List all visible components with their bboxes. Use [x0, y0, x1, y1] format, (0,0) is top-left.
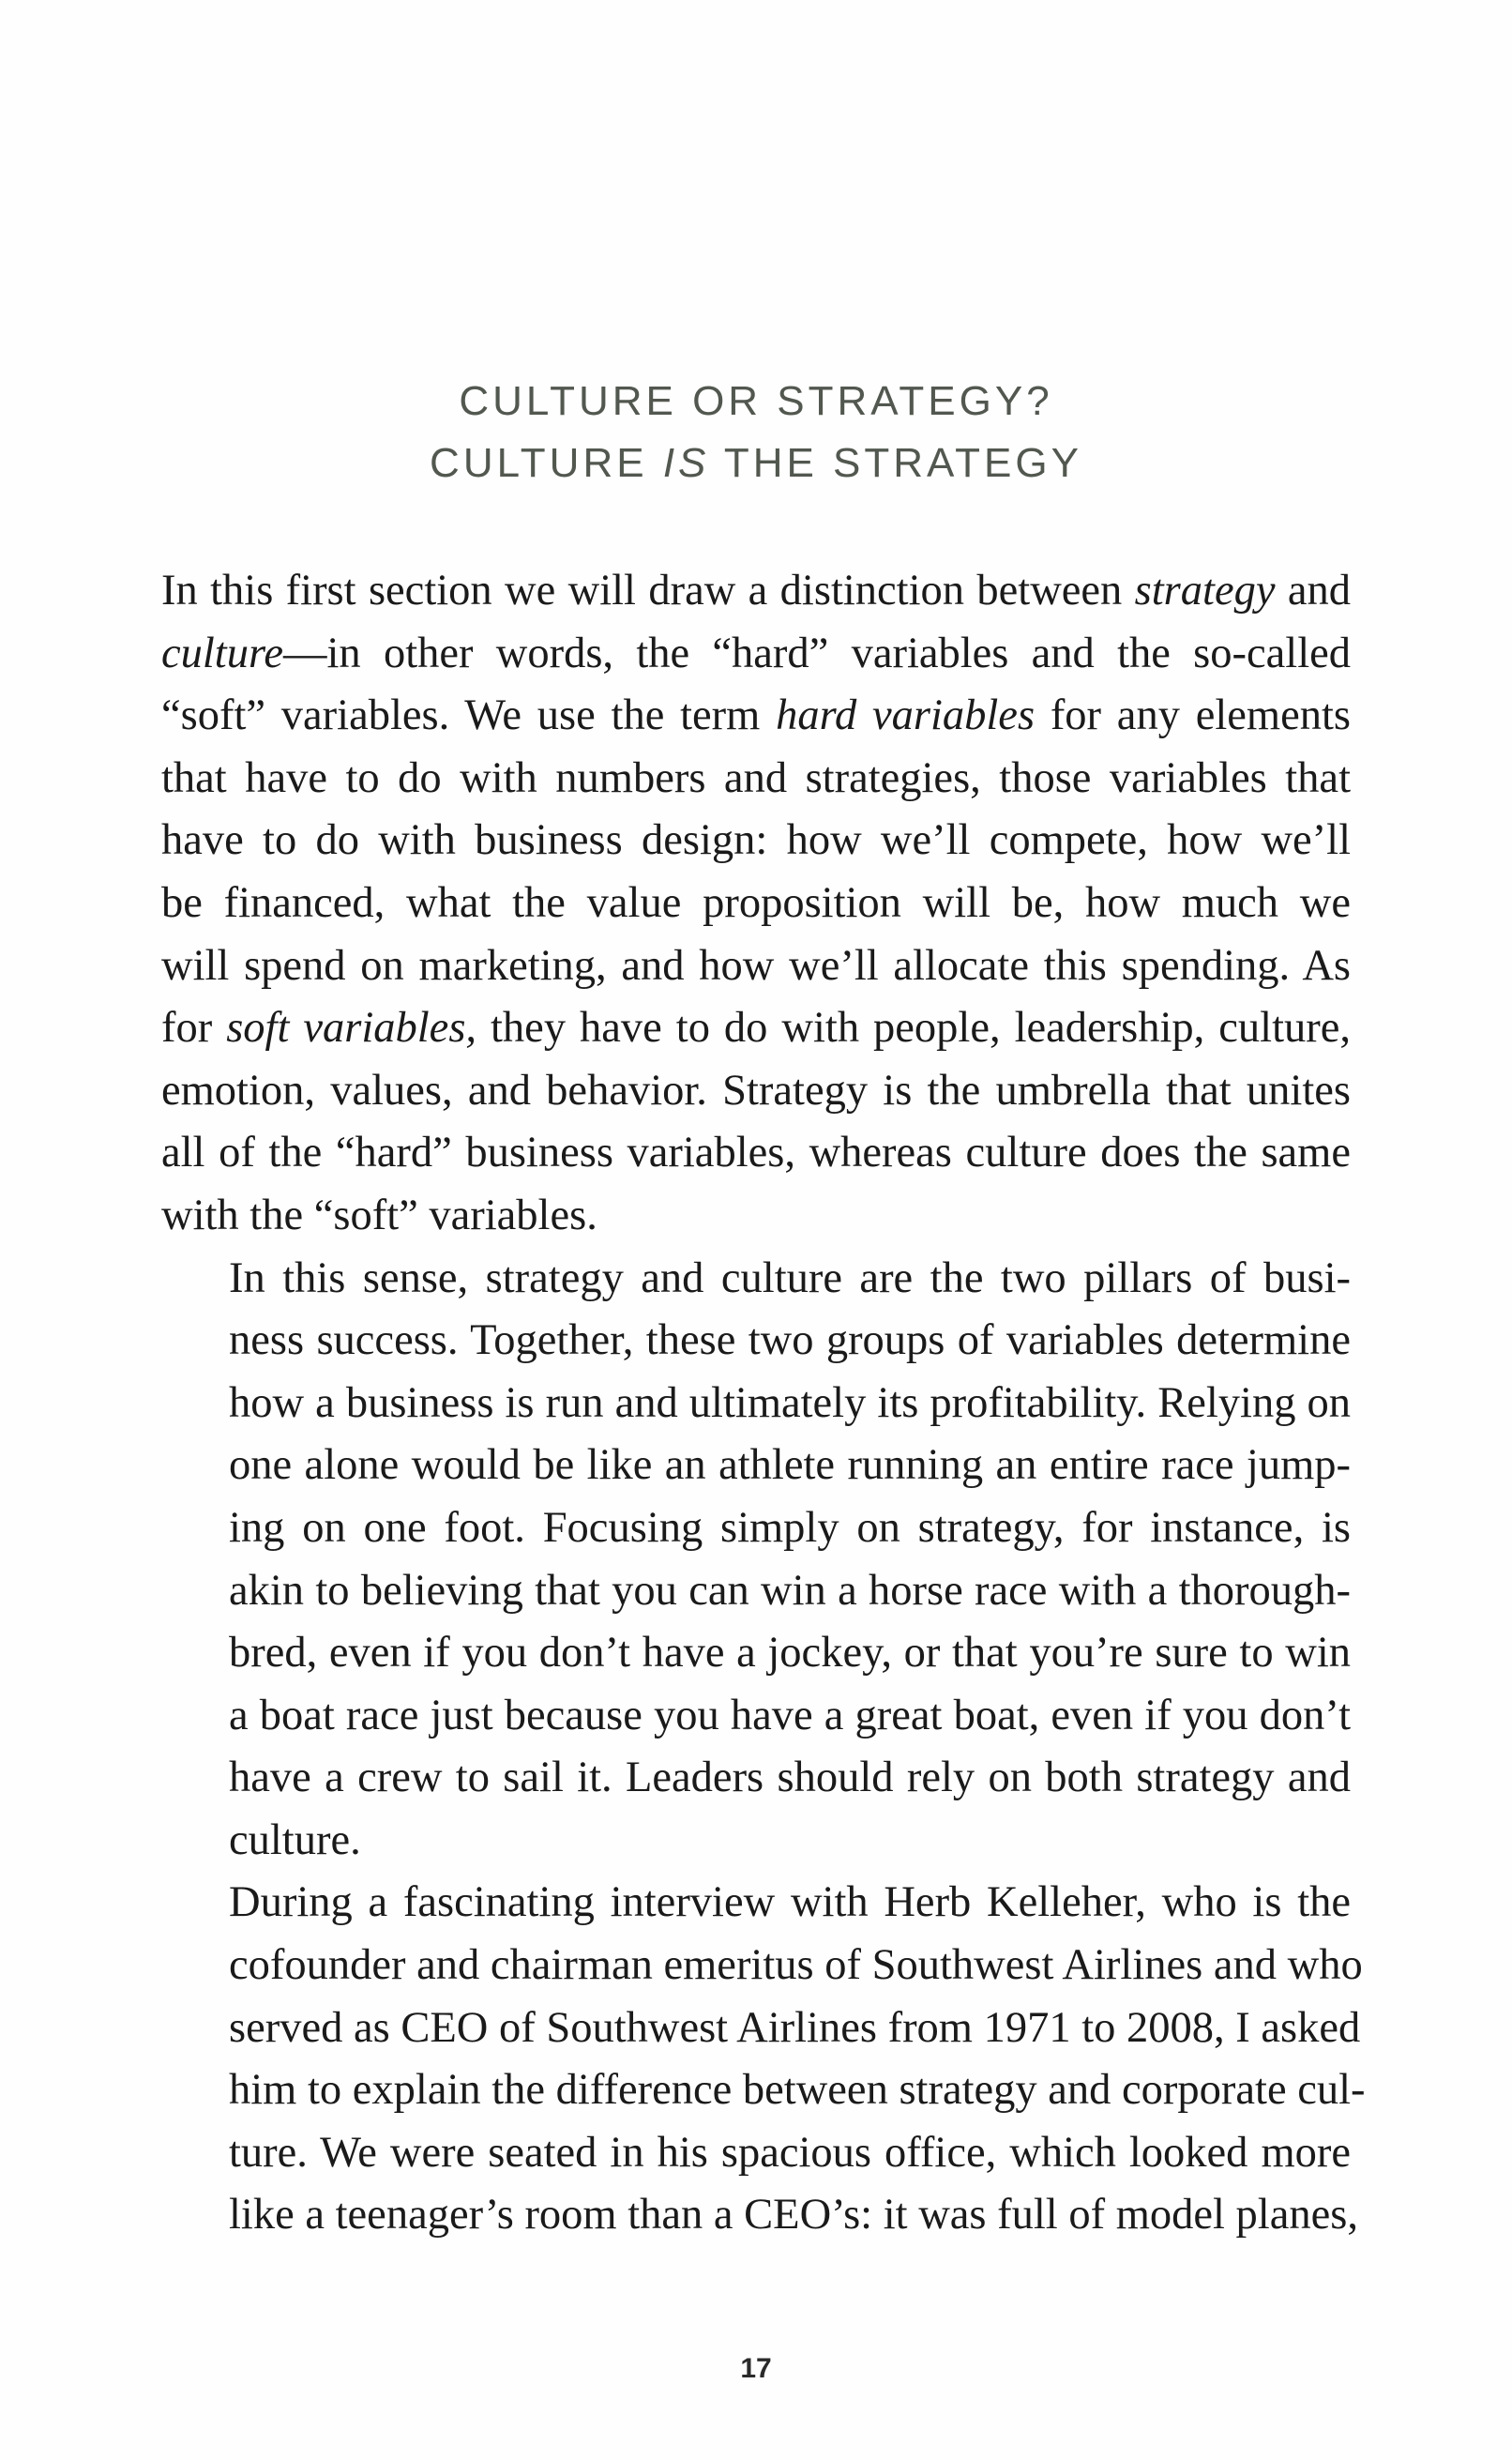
text-line [161, 997, 1351, 1060]
text-run: with the “soft” variables. [161, 1191, 597, 1239]
text-line [161, 1060, 1351, 1123]
text-run: him to explain the difference between strategy and corporate cul- [229, 2066, 1366, 2115]
text-run: one alone would be like an athlete running an entire race jump- [229, 1441, 1351, 1490]
italic-term: culture [161, 629, 283, 677]
text-line [161, 1560, 1351, 1623]
text-run: “soft” variables. We use the term [161, 691, 777, 740]
italic-term: soft variables, [226, 1004, 477, 1053]
page-number: 17 [740, 2353, 772, 2384]
text-line [161, 1497, 1351, 1560]
text-run: In this first section we will draw a distinction between [161, 567, 1135, 615]
text-run: have to do with business design: how we’ll compete, how we’ll [161, 816, 1351, 865]
text-line [161, 2184, 1358, 2247]
text-run: they have to do with people, leadership, culture, [476, 1004, 1351, 1053]
text-run: will spend on marketing, and how we’ll allocate this spending. As [161, 941, 1351, 990]
text-line [161, 1185, 1351, 1248]
text-run: for [161, 1004, 227, 1053]
text-run: for any elements [1035, 691, 1351, 740]
text-line [161, 2059, 1366, 2122]
text-line [161, 1872, 1351, 1935]
chapter-title-line-1 [0, 378, 1512, 424]
text-run: —in other words, the “hard” variables and the so-called [283, 629, 1351, 677]
text-run: ness success. Together, these two groups of variables determine [229, 1316, 1351, 1365]
paragraph [161, 560, 1351, 1248]
text-line [161, 748, 1351, 811]
text-run: ture. We were seated in his spacious office, which looked more [229, 2128, 1351, 2177]
text-run: and [1275, 567, 1351, 615]
text-run: like a teenager’s room than a CEO’s: it was full of model planes, [229, 2191, 1358, 2240]
text-run: have a crew to sail it. Leaders should rely on both strategy and [229, 1754, 1351, 1802]
text-run: how a business is run and ultimately its profitability. Relying on [229, 1378, 1351, 1427]
text-line [161, 1997, 1361, 2060]
text-run: bred, even if you don’t have a jockey, or that you’re sure to win [229, 1629, 1351, 1678]
chapter-title-line-2 [0, 440, 1512, 486]
text-line [161, 1248, 1351, 1311]
text-line [161, 1810, 1351, 1873]
text-run: that have to do with numbers and strategies, those variables that [161, 753, 1351, 802]
text-line [161, 1310, 1351, 1373]
text-line [161, 935, 1351, 998]
text-line [161, 1935, 1363, 1997]
text-line [161, 1122, 1351, 1185]
text-run: a boat race just because you have a great boat, even if you don’t [229, 1691, 1351, 1739]
chapter-title-text-post: THE STRATEGY [709, 440, 1082, 486]
text-run: During a fascinating interview with Herb Kelleher, who is the [229, 1878, 1351, 1927]
text-run: akin to believing that you can win a horse race with a thorough- [229, 1566, 1351, 1615]
text-run: In this sense, strategy and culture are the two pillars of busi- [229, 1253, 1351, 1302]
text-line [161, 2122, 1351, 2185]
text-line [161, 623, 1351, 686]
text-line [161, 685, 1351, 748]
text-line [161, 1435, 1351, 1497]
text-run: ing on one foot. Focusing simply on strategy, for instance, is [229, 1503, 1351, 1552]
text-run: emotion, values, and behavior. Strategy is the umbrella that unites [161, 1066, 1351, 1115]
text-line [161, 1622, 1351, 1685]
text-line [161, 1373, 1351, 1435]
paragraph [161, 1248, 1351, 1873]
text-run: cofounder and chairman emeritus of Southwest Airlines and who [229, 1941, 1363, 1990]
text-run: culture. [229, 1815, 361, 1864]
text-run: be financed, what the value proposition will be, how much we [161, 878, 1351, 927]
text-line [161, 873, 1351, 935]
text-line [161, 560, 1351, 623]
text-run: all of the “hard” business variables, whereas culture does the same [161, 1129, 1351, 1177]
text-line [161, 1685, 1351, 1748]
italic-term: strategy [1134, 567, 1276, 615]
italic-term: hard variables [776, 691, 1036, 740]
chapter-title-text-pre: CULTURE [430, 440, 663, 486]
text-line [161, 1747, 1351, 1810]
body-text [161, 560, 1366, 2247]
paragraph [161, 1872, 1366, 2247]
chapter-title-emphasis: IS [662, 440, 710, 486]
text-line [161, 810, 1351, 873]
text-run: served as CEO of Southwest Airlines from 1971 to 2008, I asked [229, 2003, 1361, 2052]
chapter-title-text: CULTURE OR STRATEGY? [459, 378, 1053, 424]
